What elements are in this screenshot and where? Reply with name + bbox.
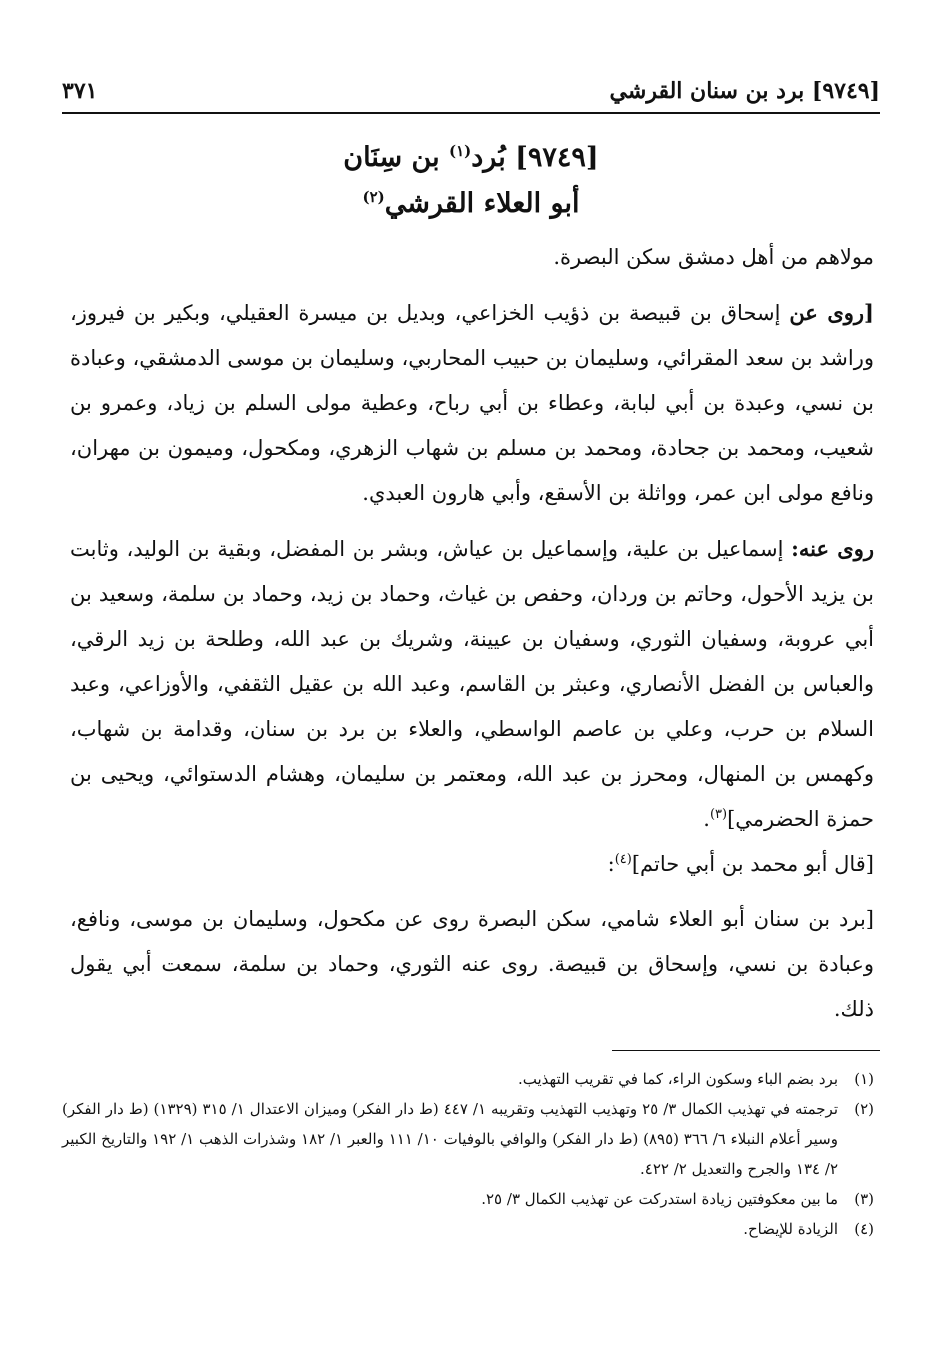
footnote-separator [612,1050,880,1051]
header-title: [٩٧٤٩] برد بن سنان القرشي [609,78,880,104]
footnote-text: ما بين معكوفتين زيادة استدركت عن تهذيب الكمال ٣/ ٢٥. [481,1190,838,1208]
footnote-number: (٤) [854,1220,874,1238]
narrated-by-paragraph [70,526,874,842]
footnote-ref-2[interactable]: (٢) [362,188,385,206]
body-text [70,235,874,1032]
footnote-ref-4[interactable]: (٤) [614,852,632,867]
narrated-by-end: . [703,807,710,831]
running-header [62,70,880,114]
footnote-number: (١) [854,1070,874,1088]
narrated-from-label: [روى عن [789,300,874,325]
footnote-text: الزيادة للإيضاح. [743,1220,838,1238]
quote-intro-end: : [607,852,615,876]
narrated-by-text: إسماعيل بن علية، وإسماعيل بن عياش، وبشر بن المفضل، وبقية بن الوليد، وثابت بن يزيد الأحول، وحاتم بن وردان، وحفص بن غياث، وحماد بن زيد، وحماد بن سلمة، وسعيد بن أبي عروبة، وسفيان الثوري، وسفيان بن عيينة، وشريك بن عبد الله، وطلحة بن زيد الرقي، والعباس بن الفضل الأنصاري، وعبثر بن القاسم، وعبد الله بن عقيل الثقفي، والأوزاعي، وعبد السلام بن حرب، وعلي بن عاصم الواسطي، والعلاء بن برد بن سنان، وقدامة بن شهاب، وكهمس بن المنهال، ومحرز بن عبد الله، ومعتمر بن سليمان، وهشام الدستوائي، ويحيى بن حمزة الحضرمي] [70,537,875,831]
footnote-text: برد بضم الباء وسكون الراء، كما في تقريب التهذيب. [518,1070,838,1088]
entry-title-line2 [62,181,880,227]
footnote-2 [62,1094,874,1184]
footnotes [62,1064,874,1244]
entry-title-name: [٩٧٤٩] بُرد [471,142,599,173]
quote-paragraph: [برد بن سنان أبو العلاء شامي، سكن البصرة روى عن مكحول، وسليمان بن موسى، ونافع، وعبادة بن نسي، وإسحاق بن قبيصة. روى عنه الثوري، وحماد بن سلمة، سمعت أبي يقول ذلك. [70,907,874,1021]
footnote-ref-3[interactable]: (٣) [709,807,728,822]
page-number: ٣٧١ [62,78,98,104]
footnote-ref-1[interactable]: (١) [449,142,472,160]
footnote-1 [62,1064,874,1094]
footnote-number: (٢) [854,1100,874,1118]
footnote-3 [62,1184,874,1214]
footnote-number: (٣) [854,1190,874,1208]
narrated-from-text: إسحاق بن قبيصة بن ذؤيب الخزاعي، وبديل بن ميسرة العقيلي، وبكير بن فيروز، وراشد بن سعد المقرائي، وسليمان بن حبيب المحاربي، وسليمان بن موسى الدمشقي، وعبادة بن نسي، وعبدة بن أبي لبابة، وعطاء بن أبي رباح، وعطية مولى السلم بن زياد، وعمرو بن شعيب، ومحمد بن جحادة، ومحمد بن مسلم بن شهاب الزهري، ومكحول، وميمون بن مهران، ونافع مولى ابن عمر، وواثلة بن الأسقع، وأبي هارون العبدي. [70,301,874,505]
quote-intro: [قال أبو محمد بن أبي حاتم] [631,852,874,876]
intro-paragraph: مولاهم من أهل دمشق سكن البصرة. [553,245,874,269]
entry-title-lineage: بن سِنَان [343,142,449,173]
narrated-from-paragraph [70,290,874,516]
quote-intro-paragraph [70,842,874,887]
entry-title-kunya: أبو العلاء القرشي [384,188,580,219]
entry-title-line1 [62,135,880,181]
footnote-4 [62,1214,874,1244]
footnote-text: ترجمته في تهذيب الكمال ٣/ ٢٥ وتهذيب التهذيب وتقريبه ١/ ٤٤٧ (ط دار الفكر) وميزان الاعتدال ١/ ٣١٥ (١٣٢٩) (ط دار الفكر) وسير أعلام النبلاء ٦/ ٣٦٦ (٨٩٥) (ط دار الفكر) والوافي بالوفيات ١٠/ ١١١ والعبر ١/ ١٨٢ وشذرات الذهب ١/ ١٩٢ والتاريخ الكبير ٢/ ١٣٤ والجرح والتعديل ٢/ ٤٢٢. [62,1100,839,1178]
narrated-by-label: روى عنه: [791,536,874,561]
entry-title [62,135,880,227]
